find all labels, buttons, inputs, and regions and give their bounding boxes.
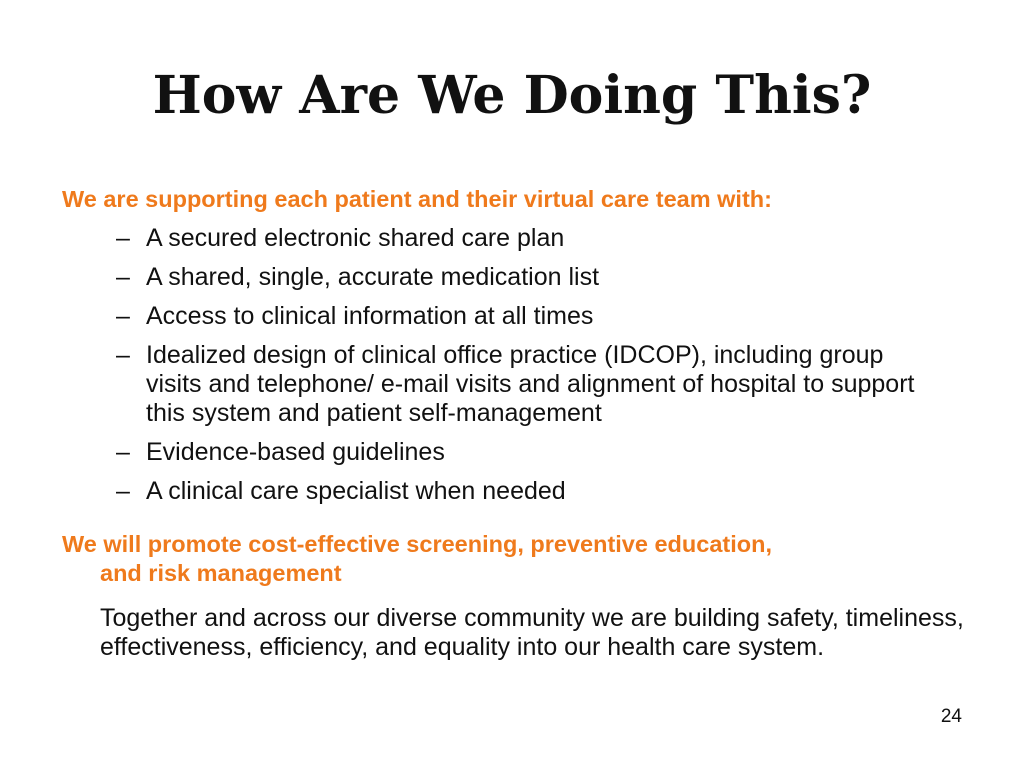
bullet-dash: – (116, 438, 130, 466)
closing-paragraph: Together and across our diverse community we are building safety, timeliness, effectiveness, efficiency, and equality into our health care system. (100, 604, 964, 661)
bullet-text: A secured electronic shared care plan (146, 224, 565, 252)
list-item (116, 263, 936, 292)
bullet-text: A shared, single, accurate medication list (146, 263, 600, 291)
bullet-text: A clinical care specialist when needed (146, 477, 566, 505)
bullet-dash: – (116, 302, 130, 330)
bullet-text: Idealized design of clinical office practice (IDCOP), including group visits and telephone/ e-mail visits and alignment of hospital to support this system and patient self-management (146, 341, 915, 427)
list-item (116, 477, 936, 506)
bullet-dash: – (116, 263, 130, 291)
slide-title: How Are We Doing This? (152, 65, 872, 126)
lead-heading-promote-line2: and risk management (100, 560, 342, 586)
page-number: 24 (940, 706, 962, 727)
list-item (116, 302, 936, 331)
bullet-list (116, 224, 936, 516)
bullet-text: Evidence-based guidelines (146, 438, 445, 466)
bullet-text: Access to clinical information at all times (146, 302, 594, 330)
bullet-dash: – (116, 341, 130, 369)
bullet-dash: – (116, 477, 130, 505)
lead-heading-promote-line1: We will promote cost-effective screening, preventive education, (62, 531, 772, 557)
lead-heading-support: We are supporting each patient and their virtual care team with: (62, 186, 772, 212)
list-item (116, 341, 936, 428)
lead-heading-promote (62, 530, 962, 588)
list-item (116, 438, 936, 467)
bullet-dash: – (116, 224, 130, 252)
list-item (116, 224, 936, 253)
